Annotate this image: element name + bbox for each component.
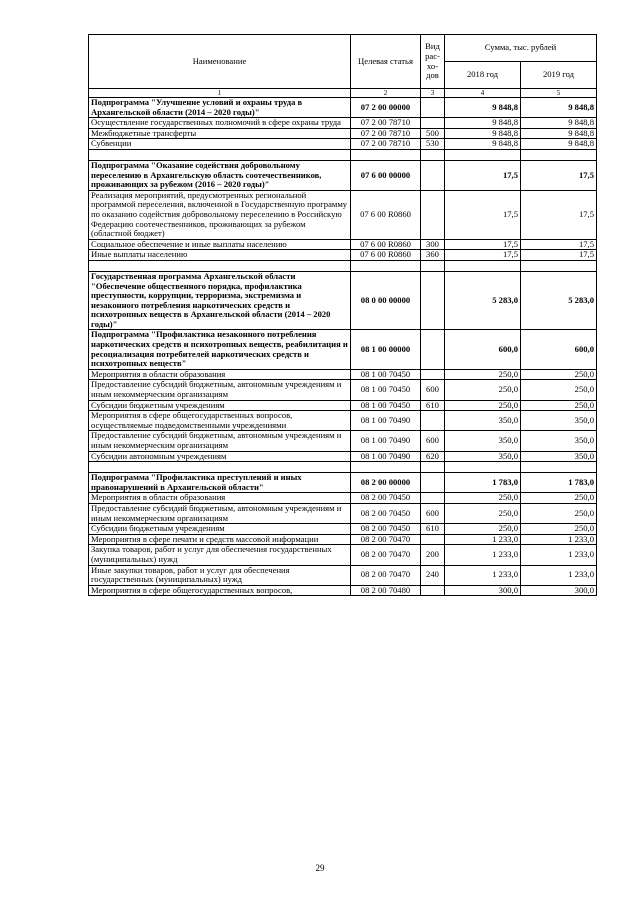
row-expense-type (421, 585, 445, 596)
row-expense-type (421, 160, 445, 190)
row-target: 07 6 00 R0860 (351, 190, 421, 239)
row-target: 07 6 00 R0860 (351, 250, 421, 261)
table-row (89, 118, 597, 129)
table-row (89, 160, 597, 190)
budget-table (88, 34, 597, 596)
row-target: 07 6 00 00000 (351, 160, 421, 190)
row-name: Иные выплаты населению (89, 250, 351, 261)
row-name: Подпрограмма "Оказание содействия добровольному переселению в Архангельскую область соотечественников, проживающих за рубежом (2016 – 2020 годы)" (89, 160, 351, 190)
row-name: Субсидии бюджетным учреждениям (89, 400, 351, 411)
row-target: 08 1 00 70450 (351, 380, 421, 400)
budget-table-body (89, 35, 597, 596)
row-expense-type: 600 (421, 503, 445, 523)
row-name: Предоставление субсидий бюджетным, автономным учреждениям и иным некоммерческим организациям (89, 431, 351, 451)
row-expense-type (421, 473, 445, 493)
table-row (89, 565, 597, 585)
header-2018: 2018 год (445, 62, 521, 89)
row-expense-type: 500 (421, 128, 445, 139)
column-index-row (89, 89, 597, 98)
table-row (89, 400, 597, 411)
table-row (89, 271, 597, 330)
row-sum-2018: 17,5 (445, 160, 521, 190)
spacer-cell (89, 149, 351, 160)
row-target: 08 1 00 70490 (351, 411, 421, 431)
table-row (89, 534, 597, 545)
row-sum-2018: 250,0 (445, 493, 521, 504)
row-name: Закупка товаров, работ и услуг для обеспечения государственных (муниципальных) нужд (89, 545, 351, 565)
row-sum-2019: 250,0 (521, 369, 597, 380)
spacer-cell (89, 260, 351, 271)
row-target: 08 2 00 70450 (351, 493, 421, 504)
table-row (89, 503, 597, 523)
row-target: 08 2 00 70470 (351, 565, 421, 585)
row-sum-2019: 17,5 (521, 160, 597, 190)
row-target: 07 6 00 R0860 (351, 239, 421, 250)
row-sum-2018: 17,5 (445, 239, 521, 250)
row-expense-type: 610 (421, 524, 445, 535)
row-expense-type (421, 411, 445, 431)
row-name: Субвенции (89, 139, 351, 150)
header-vr (421, 35, 445, 89)
row-sum-2018: 250,0 (445, 524, 521, 535)
row-sum-2018: 1 783,0 (445, 473, 521, 493)
row-sum-2019: 9 848,8 (521, 128, 597, 139)
spacer-cell (351, 149, 421, 160)
row-expense-type: 600 (421, 431, 445, 451)
row-name: Государственная программа Архангельской области "Обеспечение общественного порядка, профилактика преступности, коррупции, терроризма, экстремизма и незаконного потребления наркотических средств и психотропных веществ в Архангельской области (2014 – 2020 годы)" (89, 271, 351, 330)
row-expense-type: 240 (421, 565, 445, 585)
row-sum-2019: 250,0 (521, 400, 597, 411)
row-sum-2019: 350,0 (521, 451, 597, 462)
row-sum-2018: 5 283,0 (445, 271, 521, 330)
row-sum-2019: 350,0 (521, 431, 597, 451)
spacer-cell (89, 462, 351, 473)
row-sum-2019: 17,5 (521, 239, 597, 250)
row-sum-2018: 600,0 (445, 330, 521, 369)
row-target: 08 1 00 00000 (351, 330, 421, 369)
row-target: 08 2 00 70450 (351, 524, 421, 535)
spacer-row (89, 462, 597, 473)
row-name: Мероприятия в области образования (89, 493, 351, 504)
row-name: Иные закупки товаров, работ и услуг для обеспечения государственных (муниципальных) нужд (89, 565, 351, 585)
row-expense-type: 200 (421, 545, 445, 565)
spacer-cell (445, 149, 521, 160)
row-sum-2019: 250,0 (521, 493, 597, 504)
spacer-cell (521, 462, 597, 473)
table-row (89, 250, 597, 261)
spacer-cell (421, 149, 445, 160)
table-row (89, 98, 597, 118)
row-sum-2018: 350,0 (445, 411, 521, 431)
row-expense-type (421, 493, 445, 504)
row-sum-2018: 250,0 (445, 503, 521, 523)
header-row-1 (89, 35, 597, 62)
row-expense-type: 600 (421, 380, 445, 400)
row-name: Мероприятия в области образования (89, 369, 351, 380)
header-sum: Сумма, тыс. рублей (445, 35, 597, 62)
table-row (89, 380, 597, 400)
spacer-cell (521, 260, 597, 271)
header-vr-line: хо- (426, 60, 439, 71)
row-expense-type: 300 (421, 239, 445, 250)
row-expense-type: 610 (421, 400, 445, 411)
row-sum-2018: 9 848,8 (445, 118, 521, 129)
table-row (89, 473, 597, 493)
row-sum-2018: 1 233,0 (445, 565, 521, 585)
column-index: 3 (421, 89, 445, 98)
row-expense-type: 360 (421, 250, 445, 261)
row-sum-2019: 1 233,0 (521, 534, 597, 545)
table-row (89, 190, 597, 239)
row-name: Подпрограмма "Улучшение условий и охраны труда в Архангельской области (2014 – 2020 годы)" (89, 98, 351, 118)
row-target: 08 2 00 70480 (351, 585, 421, 596)
header-vr-line: дов (426, 70, 439, 81)
row-sum-2019: 1 783,0 (521, 473, 597, 493)
row-name: Осуществление государственных полномочий в сфере охраны труда (89, 118, 351, 129)
row-sum-2019: 250,0 (521, 380, 597, 400)
row-target: 07 2 00 78710 (351, 139, 421, 150)
table-row (89, 411, 597, 431)
row-expense-type (421, 534, 445, 545)
table-row (89, 545, 597, 565)
row-sum-2019: 9 848,8 (521, 139, 597, 150)
row-target: 07 2 00 00000 (351, 98, 421, 118)
spacer-cell (421, 260, 445, 271)
spacer-cell (445, 260, 521, 271)
row-sum-2019: 600,0 (521, 330, 597, 369)
table-row (89, 128, 597, 139)
header-vr-line: Вид (425, 41, 440, 52)
column-index: 4 (445, 89, 521, 98)
spacer-cell (445, 462, 521, 473)
row-sum-2019: 9 848,8 (521, 118, 597, 129)
row-target: 08 1 00 70490 (351, 431, 421, 451)
row-name: Субсидии автономным учреждениям (89, 451, 351, 462)
row-target: 08 2 00 70450 (351, 503, 421, 523)
row-target: 08 2 00 70470 (351, 545, 421, 565)
row-sum-2018: 250,0 (445, 380, 521, 400)
table-row (89, 239, 597, 250)
row-sum-2018: 300,0 (445, 585, 521, 596)
table-row (89, 493, 597, 504)
row-sum-2019: 17,5 (521, 190, 597, 239)
row-name: Мероприятия в сфере печати и средств массовой информации (89, 534, 351, 545)
row-sum-2018: 9 848,8 (445, 98, 521, 118)
row-expense-type (421, 330, 445, 369)
row-sum-2019: 250,0 (521, 503, 597, 523)
row-target: 08 0 00 00000 (351, 271, 421, 330)
page-number: 29 (315, 863, 325, 873)
row-target: 07 2 00 78710 (351, 128, 421, 139)
table-row (89, 585, 597, 596)
row-sum-2019: 250,0 (521, 524, 597, 535)
table-row (89, 330, 597, 369)
row-expense-type (421, 271, 445, 330)
spacer-row (89, 149, 597, 160)
row-expense-type (421, 98, 445, 118)
spacer-cell (351, 260, 421, 271)
row-expense-type (421, 369, 445, 380)
row-name: Мероприятия в сфере общегосударственных вопросов, (89, 585, 351, 596)
column-index: 2 (351, 89, 421, 98)
row-sum-2019: 1 233,0 (521, 545, 597, 565)
row-expense-type: 530 (421, 139, 445, 150)
spacer-cell (421, 462, 445, 473)
row-name: Предоставление субсидий бюджетным, автономным учреждениям и иным некоммерческим организациям (89, 503, 351, 523)
table-row (89, 431, 597, 451)
row-sum-2019: 5 283,0 (521, 271, 597, 330)
row-sum-2018: 1 233,0 (445, 545, 521, 565)
row-target: 08 1 00 70490 (351, 451, 421, 462)
row-target: 08 2 00 00000 (351, 473, 421, 493)
header-name: Наименование (89, 35, 351, 89)
row-sum-2019: 300,0 (521, 585, 597, 596)
row-sum-2018: 17,5 (445, 250, 521, 261)
row-name: Реализация мероприятий, предусмотренных региональной программой переселения, включенной в Государственную программу по оказанию содействия добровольному переселению в Российскую Федерацию соотечественников, проживающих за рубежом (областной бюджет) (89, 190, 351, 239)
header-2019: 2019 год (521, 62, 597, 89)
row-sum-2018: 350,0 (445, 451, 521, 462)
table-row (89, 524, 597, 535)
row-sum-2018: 9 848,8 (445, 139, 521, 150)
column-index: 1 (89, 89, 351, 98)
row-target: 08 1 00 70450 (351, 369, 421, 380)
header-vr-line: рас- (425, 50, 440, 61)
row-name: Подпрограмма "Профилактика преступлений и иных правонарушений в Архангельской области" (89, 473, 351, 493)
row-target: 07 2 00 78710 (351, 118, 421, 129)
spacer-cell (521, 149, 597, 160)
header-target: Целевая статья (351, 35, 421, 89)
row-sum-2018: 250,0 (445, 400, 521, 411)
table-row (89, 369, 597, 380)
row-sum-2018: 9 848,8 (445, 128, 521, 139)
row-name: Социальное обеспечение и иные выплаты населению (89, 239, 351, 250)
spacer-row (89, 260, 597, 271)
row-sum-2018: 1 233,0 (445, 534, 521, 545)
row-sum-2019: 350,0 (521, 411, 597, 431)
row-name: Субсидии бюджетным учреждениям (89, 524, 351, 535)
row-sum-2019: 17,5 (521, 250, 597, 261)
row-sum-2019: 1 233,0 (521, 565, 597, 585)
row-sum-2018: 350,0 (445, 431, 521, 451)
row-sum-2019: 9 848,8 (521, 98, 597, 118)
row-sum-2018: 250,0 (445, 369, 521, 380)
table-row (89, 139, 597, 150)
row-name: Межбюджетные трансферты (89, 128, 351, 139)
row-expense-type (421, 118, 445, 129)
row-name: Подпрограмма "Профилактика незаконного потребления наркотических средств и психотропных веществ, реабилитация и ресоциализация потребителей наркотических средств и психотропных веществ" (89, 330, 351, 369)
row-expense-type: 620 (421, 451, 445, 462)
row-target: 08 2 00 70470 (351, 534, 421, 545)
spacer-cell (351, 462, 421, 473)
table-row (89, 451, 597, 462)
column-index: 5 (521, 89, 597, 98)
row-target: 08 1 00 70450 (351, 400, 421, 411)
row-expense-type (421, 190, 445, 239)
row-sum-2018: 17,5 (445, 190, 521, 239)
row-name: Предоставление субсидий бюджетным, автономным учреждениям и иным некоммерческим организациям (89, 380, 351, 400)
row-name: Мероприятия в сфере общегосударственных вопросов, осуществляемые подведомственными учреждениями (89, 411, 351, 431)
